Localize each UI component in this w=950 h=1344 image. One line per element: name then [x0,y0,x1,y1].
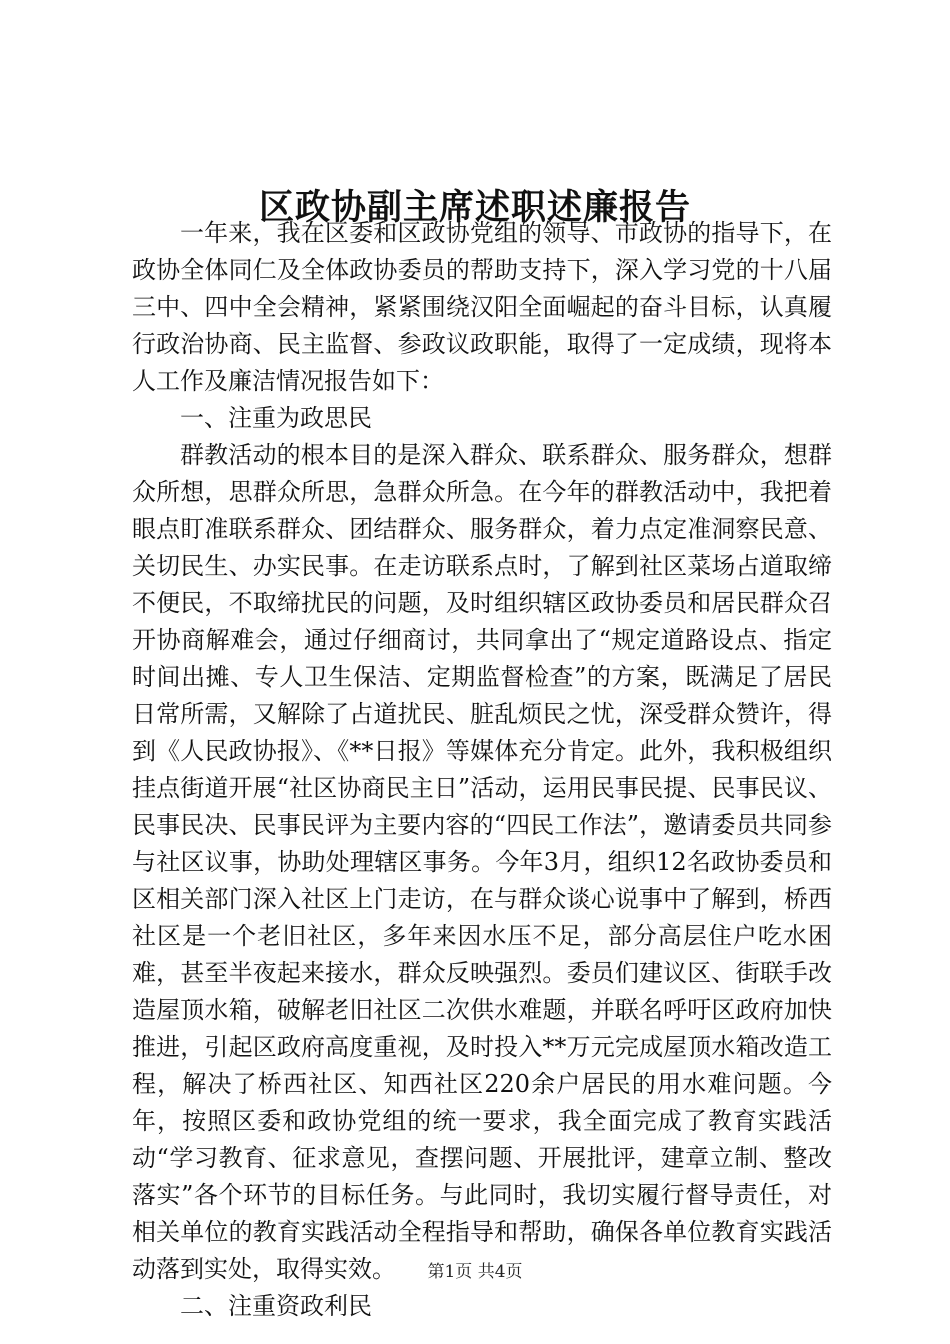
document-title: 区政协副主席述职述廉报告 [258,187,691,228]
section-heading-1: 一、注重为政思民 [180,404,372,432]
intro-paragraph: 一年来，我在区委和区政协党组的领导、市政协的指导下，在政协全体同仁及全体政协委员的帮助支持下，深入学习党的十八届三中、四中全会精神，紧紧围绕汉阳全面崛起的奋斗目标，认真履行政治协商、民主监督、参政议政职能，取得了一定成绩，现将本人工作及廉洁情况报告如下： [132,219,832,395]
section-1-paragraph: 群教活动的根本目的是深入群众、联系群众、服务群众，想群众所想，思群众所思，急群众所急。在今年的群教活动中，我把着眼点盯准联系群众、团结群众、服务群众，着力点定准洞察民意、关切民生、办实民事。在走访联系点时，了解到社区菜场占道取缔不便民，不取缔扰民的问题，及时组织辖区政协委员和居民群众召开协商解难会，通过仔细商讨，共同拿出了“规定道路设点、指定时间出摊、专人卫生保洁、定期监督检查”的方案，既满足了居民日常所需，又解除了占道扰民、脏乱烦民之忧，深受群众赞许，得到《人民政协报》、《**日报》等媒体充分肯定。此外，我积极组织挂点街道开展“社区协商民主日”活动，运用民事民提、民事民议、民事民决、民事民评为主要内容的“四民工作法”，邀请委员共同参与社区议事，协助处理辖区事务。今年3月，组织12名政协委员和区相关部门深入社区上门走访，在与群众谈心说事中了解到，桥西社区是一个老旧社区，多年来因水压不足，部分高层住户吃水困难，甚至半夜起来接水，群众反映强烈。委员们建议区、街联手改造屋顶水箱，破解老旧社区二次供水难题，并联名呼吁区政府加快推进，引起区政府高度重视，及时投入**万元完成屋顶水箱改造工程，解决了桥西社区、知西社区220余户居民的用水难问题。今年，按照区委和政协党组的统一要求，我全面完成了教育实践活动“学习教育、征求意见，查摆问题、开展批评，建章立制、整改落实”各个环节的目标任务。与此同时，我切实履行督导责任，对相关单位的教育实践活动全程指导和帮助，确保各单位教育实践活动落到实处，取得实效。 [132,441,832,1283]
page-number-footer: 第1页 共4页 [427,1262,523,1282]
document-body [132,215,832,1325]
section-heading-2: 二、注重资政利民 [180,1292,372,1320]
